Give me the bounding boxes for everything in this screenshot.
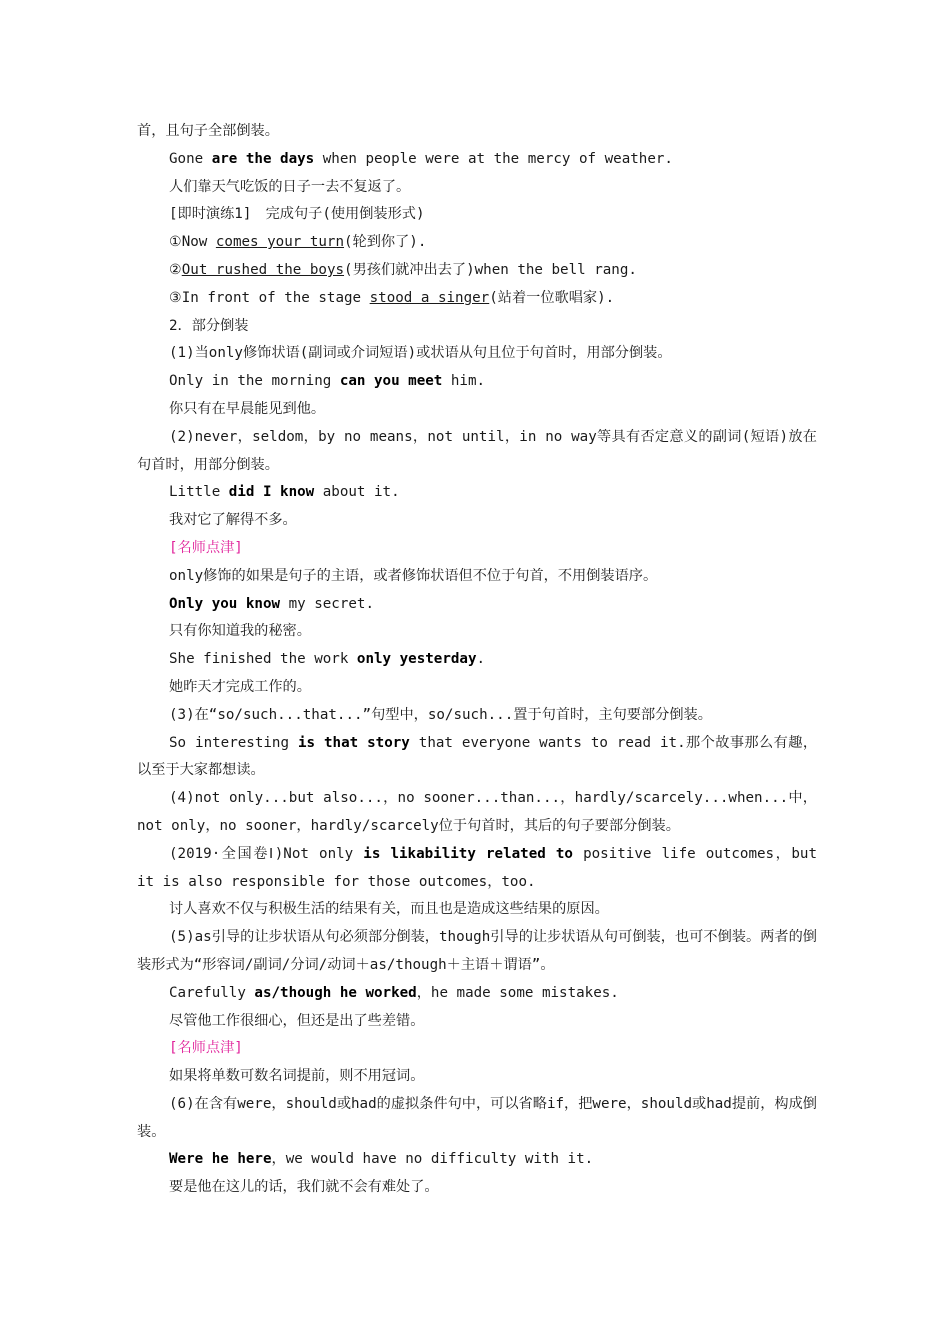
- rule-text: (4)not only...but also...，no sooner...than...，hardly/scarcely...when...中，not only，no sooner，hardly/scarcely位于句首时，其后的句子要部分倒装。: [137, 790, 817, 834]
- translation: 她昨天才完成工作的。: [169, 678, 311, 695]
- bold-phrase: can you meet: [339, 373, 443, 390]
- exercise-item-1: ①Now comes your turn(轮到你了).: [169, 234, 427, 251]
- translation: 我对它了解得不多。: [169, 512, 297, 529]
- example-sentence: Gone are the days when people were at the mercy of weather.: [169, 150, 673, 167]
- rule-text: (1)当only修饰状语(副词或介词短语)或状语从句且位于句首时，用部分倒装。: [169, 345, 672, 362]
- bold-phrase: only yesterday: [356, 651, 477, 668]
- translation: 只有你知道我的秘密。: [169, 623, 311, 640]
- rule-text: (3)在“so/such...that...”句型中，so/such...置于句首时，主句要部分倒装。: [169, 706, 712, 723]
- tip-text: only修饰的如果是句子的主语，或者修饰状语但不位于句首，不用倒装语序。: [169, 567, 658, 584]
- tip-text: 如果将单数可数名词提前，则不用冠词。: [169, 1068, 425, 1085]
- translation: 要是他在这儿的话，我们就不会有难处了。: [169, 1179, 439, 1196]
- document-page: [137, 118, 826, 1202]
- bold-phrase: are the days: [211, 150, 315, 167]
- rule-text: (6)在含有were，should或had的虚拟条件句中，可以省略if，把were，should或had提前，构成倒装。: [137, 1095, 817, 1140]
- example-sentence: (2019·全国卷Ⅰ)Not only is likability related to positive life outcomes，but it is also responsible for those outcomes，too.: [137, 845, 826, 890]
- example-sentence: Only you know my secret.: [169, 595, 375, 612]
- example-sentence: Were he here，we would have no difficulty with it.: [169, 1151, 594, 1168]
- rule-text: (5)as引导的让步状语从句必须部分倒装，though引导的让步状语从句可倒装，也可不倒装。两者的倒装形式为“形容词/副词/分词/动词＋as/though＋主语＋谓语”。: [137, 929, 817, 973]
- answer-underlined: stood a singer: [369, 289, 490, 306]
- bold-phrase: is likability related to: [363, 845, 573, 862]
- answer-underlined: Out rushed the boys: [181, 261, 345, 278]
- translation: 讨人喜欢不仅与积极生活的结果有关，而且也是造成这些结果的原因。: [169, 901, 609, 918]
- example-sentence: Carefully as/though he worked，he made some mistakes.: [169, 984, 619, 1001]
- bold-phrase: is that story: [297, 734, 410, 751]
- answer-underlined: comes your turn: [215, 234, 345, 251]
- example-sentence: So interesting is that story that everyone wants to read it.那个故事那么有趣，以至于大家都想读。: [137, 734, 818, 779]
- rule-text: (2)never，seldom，by no means，not until，in no way等具有否定意义的副词(短语)放在句首时，用部分倒装。: [137, 428, 817, 473]
- bold-phrase: did I know: [228, 484, 315, 501]
- translation: 人们靠天气吃饭的日子一去不复返了。: [169, 178, 411, 195]
- section-heading: 2．部分倒装: [169, 317, 249, 334]
- text-line: 首，且句子全部倒装。: [137, 123, 279, 139]
- translation: 尽管他工作很细心，但还是出了些差错。: [169, 1012, 425, 1029]
- exercise-heading: [即时演练1] 完成句子(使用倒装形式): [169, 206, 425, 223]
- teacher-tip-label: [名师点津]: [169, 539, 243, 556]
- translation: 你只有在早晨能见到他。: [169, 400, 326, 417]
- teacher-tip-label: [名师点津]: [169, 1040, 243, 1057]
- bold-phrase: Only you know: [169, 595, 281, 612]
- exercise-item-2: ②Out rushed the boys(男孩们就冲出去了)when the bell rang.: [169, 261, 637, 278]
- bold-phrase: as/though he worked: [254, 984, 417, 1001]
- exercise-item-3: ③In front of the stage stood a singer(站着一位歌唱家).: [169, 289, 615, 306]
- bold-phrase: Were he here: [169, 1151, 272, 1168]
- example-sentence: She finished the work only yesterday.: [169, 651, 486, 668]
- example-sentence: Only in the morning can you meet him.: [169, 373, 486, 390]
- example-sentence: Little did I know about it.: [169, 484, 400, 501]
